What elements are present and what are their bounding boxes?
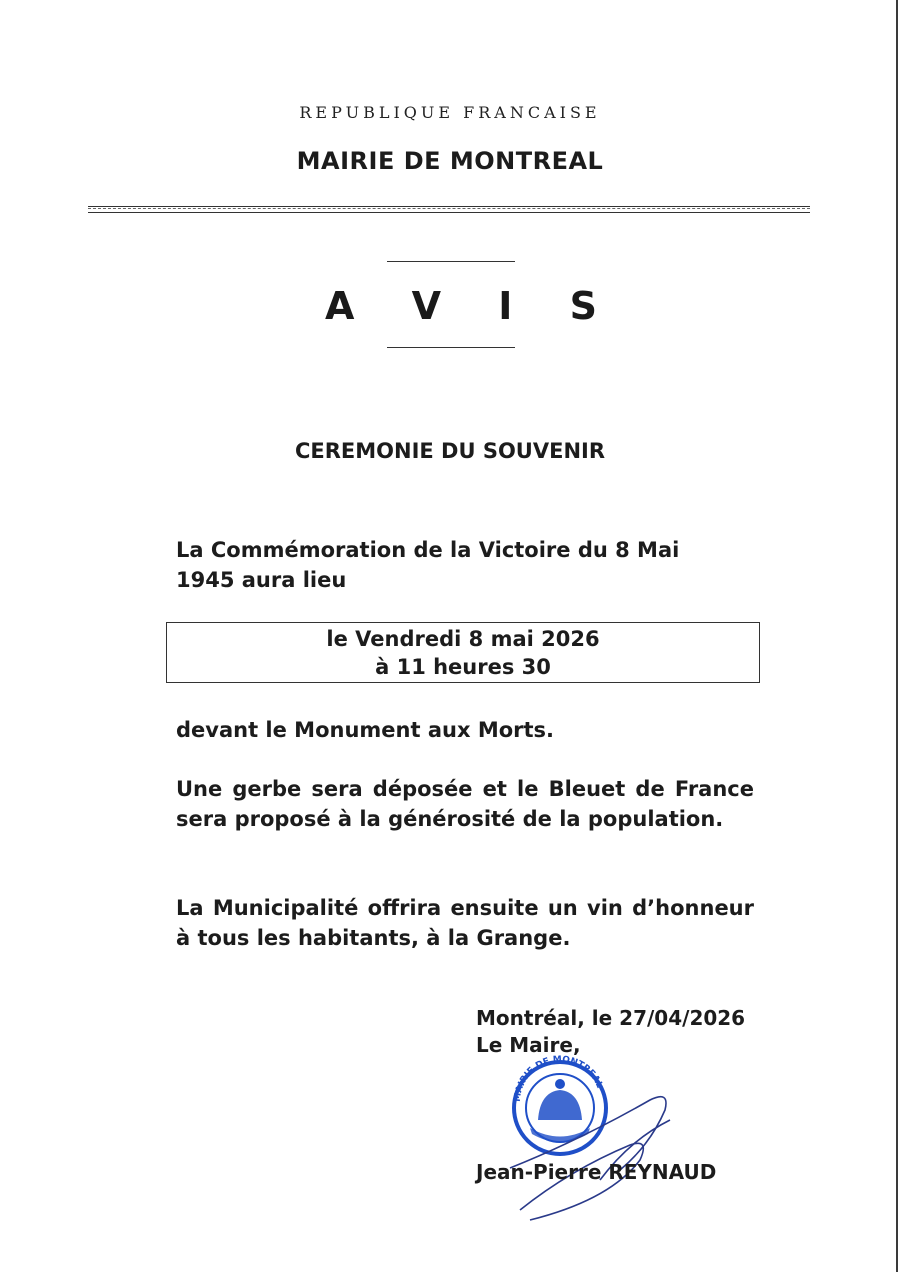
intro-paragraph	[176, 535, 754, 595]
place-date: Montréal, le 27/04/2026	[476, 1006, 746, 1030]
handwritten-signature	[510, 1097, 670, 1220]
ceremony-title: CEREMONIE DU SOUVENIR	[294, 439, 606, 463]
scan-edge	[896, 0, 898, 1272]
location-paragraph: devant le Monument aux Morts.	[176, 718, 555, 742]
mairie-heading: MAIRIE DE MONTREAL	[296, 147, 604, 175]
event-date: le Vendredi 8 mai 2026	[326, 627, 600, 651]
gerbe-paragraph: Une gerbe sera déposée et le Bleuet de France sera proposé à la générosité de la population.	[176, 777, 754, 831]
page-title: A V I S	[324, 284, 619, 328]
event-time: à 11 heures 30	[375, 655, 551, 679]
date-time-box	[166, 622, 760, 683]
signer-role: Le Maire,	[476, 1033, 581, 1057]
avis-bottom-rule	[387, 347, 515, 348]
avis-top-rule	[387, 261, 515, 262]
signer-name: Jean-Pierre REYNAUD	[476, 1160, 717, 1184]
intro-line-1: La Commémoration de la Victoire du 8 Mai	[176, 538, 680, 562]
mairie-stamp-and-signature	[500, 1050, 740, 1230]
stamp-text: MAIRIE DE MONTREAL	[512, 1054, 605, 1103]
header-divider	[88, 206, 810, 213]
vin-paragraph: La Municipalité offrira ensuite un vin d’honneur à tous les habitants, à la Grange.	[176, 896, 754, 950]
intro-line-2: 1945 aura lieu	[176, 568, 347, 592]
stamp-seal	[513, 1055, 606, 1154]
republique-heading: REPUBLIQUE FRANCAISE	[299, 103, 601, 122]
